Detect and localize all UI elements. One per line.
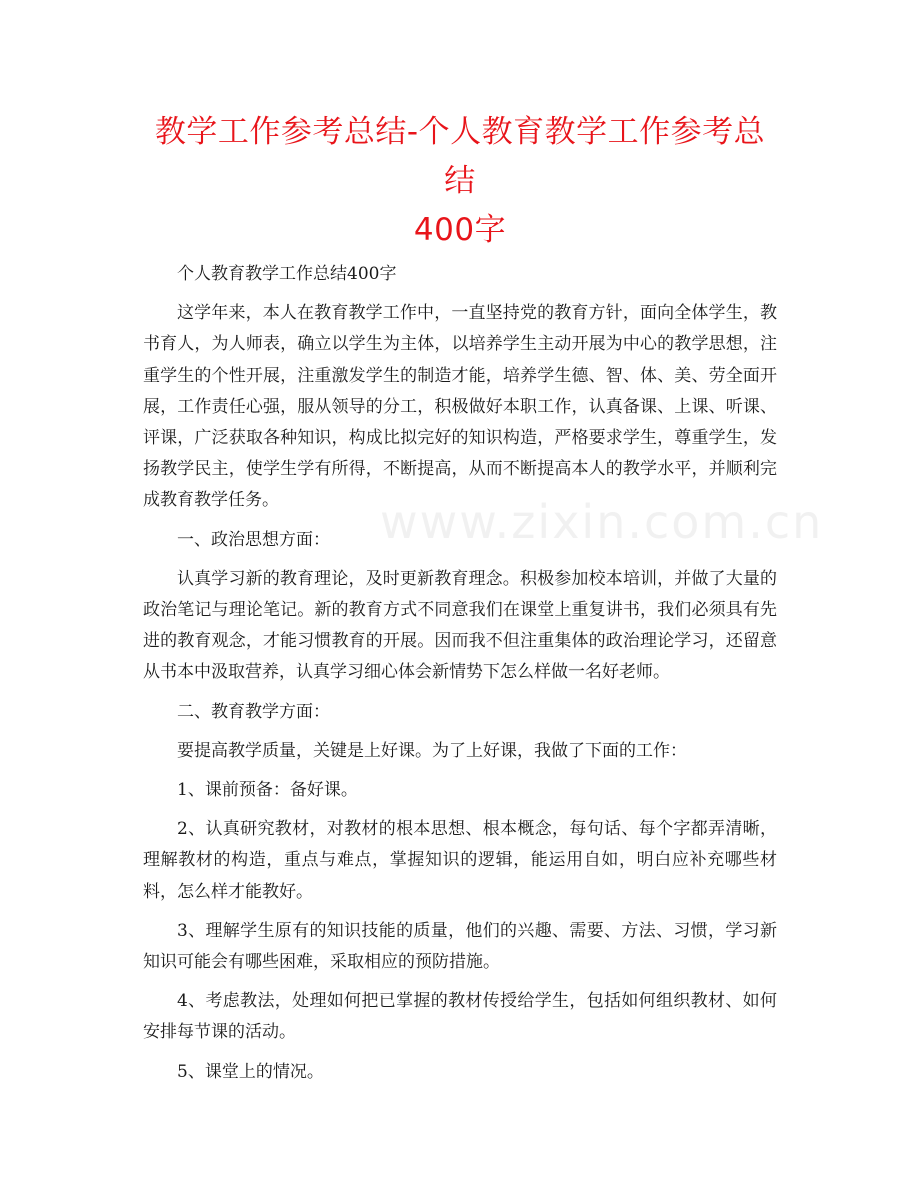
list-item-2: 2、认真研究教材，对教材的根本思想、根本概念，每句话、每个字都弄清晰，理解教材的构造，重点与难点，掌握知识的逻辑，能运用自如，明白应补充哪些材料，怎么样才能教好。 — [143, 819, 777, 902]
section-heading-politics: 一、政治思想方面： — [177, 529, 330, 550]
watermark: www.zixin.com.cn — [380, 495, 824, 549]
subtitle-paragraph: 个人教育教学工作总结400字 — [177, 264, 397, 284]
title-line-2: 400字 — [413, 212, 507, 248]
list-item-3: 3、理解学生原有的知识技能的质量，他们的兴趣、需要、方法、习惯，学习新知识可能会有哪些困难，采取相应的预防措施。 — [143, 920, 777, 973]
section-heading-teaching: 二、教育教学方面： — [177, 701, 330, 722]
document-page — [143, 108, 777, 1096]
teaching-intro-paragraph: 要提高教学质量，关键是上好课。为了上好课，我做了下面的工作： — [177, 740, 687, 761]
document-body — [143, 259, 777, 1088]
list-item-1: 1、课前预备：备好课。 — [177, 780, 358, 801]
title-line-1: 教学工作参考总结-个人教育教学工作参考总结 — [154, 114, 766, 199]
list-item-5: 5、课堂上的情况。 — [177, 1061, 324, 1082]
intro-paragraph: 这学年来，本人在教育教学工作中，一直坚持党的教育方针，面向全体学生，教书育人，为人师表，确立以学生为主体，以培养学生主动开展为中心的教学思想，注重学生的个性开展，注重激发学生的制造才能，培养学生德、智、体、美、劳全面开展，工作责任心强，服从领导的分工，积极做好本职工作，认真备课、上课、听课、评课，广泛获取各种知识，构成比拟完好的知识构造，严格要求学生，尊重学生，发扬教学民主，使学生学有所得，不断提高，从而不断提高本人的教学水平，并顺利完成教育教学任务。 — [143, 303, 777, 511]
politics-paragraph: 认真学习新的教育理论，及时更新教育理念。积极参加校本培训，并做了大量的政治笔记与理论笔记。新的教育方式不同意我们在课堂上重复讲书，我们必须具有先进的教育观念，才能习惯教育的开展。因而我不但注重集体的政治理论学习，还留意从书本中汲取营养，认真学习细心体会新情势下怎么样做一名好老师。 — [143, 568, 777, 683]
list-item-4: 4、考虑教法，处理如何把已掌握的教材传授给学生，包括如何组织教材、如何安排每节课的活动。 — [143, 991, 777, 1043]
document-title — [143, 108, 777, 255]
